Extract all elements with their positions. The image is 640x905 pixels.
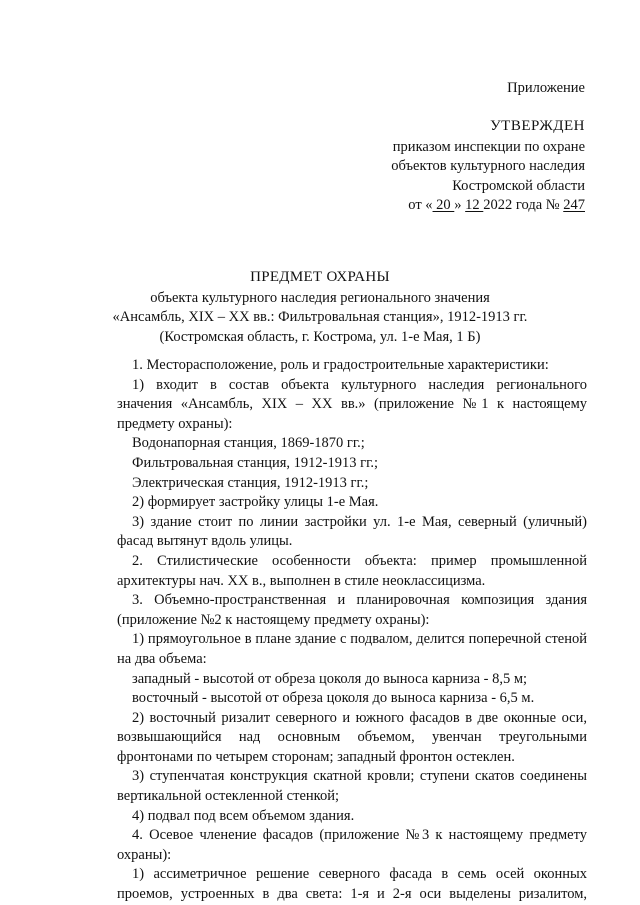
date-separator: » bbox=[454, 197, 466, 213]
approval-date-line bbox=[391, 196, 585, 216]
approval-line-1: приказом инспекции по охране bbox=[392, 138, 585, 155]
paragraph: 1) прямоугольное в плане здание с подвалом, делится поперечной стеной на два объема: bbox=[117, 631, 587, 667]
paragraph: 3. Объемно-пространственная и планировочная композиция здания (приложение №2 к настоящему предмету охраны): bbox=[117, 592, 587, 628]
date-month: 12 bbox=[465, 197, 484, 213]
paragraph: 4. Осевое членение фасадов (приложение №3 к настоящему предмету охраны): bbox=[117, 827, 587, 863]
paragraph: Водонапорная станция, 1869-1870 гг.; bbox=[132, 435, 365, 452]
heading-title: ПРЕДМЕТ ОХРАНЫ bbox=[250, 269, 390, 285]
approval-title: УТВЕРЖДЕН bbox=[490, 118, 585, 134]
approval-block bbox=[391, 117, 585, 216]
date-prefix: от « bbox=[408, 197, 433, 213]
paragraph: 3) здание стоит по линии застройки ул. 1-е Мая, северный (уличный) фасад вытянут вдоль улицы. bbox=[117, 513, 587, 550]
order-number: 247 bbox=[563, 197, 585, 213]
paragraph: 2) формирует застройку улицы 1-е Мая. bbox=[132, 494, 379, 511]
approval-line-2: объектов культурного наследия bbox=[391, 158, 585, 174]
paragraph: 1. Месторасположение, роль и градостроительные характеристики: bbox=[132, 357, 549, 373]
paragraph: Фильтровальная станция, 1912-1913 гг.; bbox=[132, 454, 379, 471]
paragraph: 3) ступенчатая конструкция скатной кровли; ступени скатов соединены вертикальной остекленной стенкой; bbox=[117, 768, 587, 805]
document-body bbox=[117, 356, 587, 905]
date-day: 20 bbox=[432, 197, 455, 213]
paragraph: западный - высотой от обреза цоколя до выноса карниза - 8,5 м; bbox=[132, 670, 528, 687]
approval-line-3: Костромской области bbox=[452, 177, 585, 194]
paragraph: 1) входит в состав объекта культурного наследия регионального значения «Ансамбль, XIX – XX вв.» (приложение №1 к настоящему предмету охраны): bbox=[117, 376, 587, 432]
paragraph: 1) ассиметричное решение северного фасада в семь осей оконных проемов, устроенных в два света: 1-я и 2-я оси выделены ризалитом, bbox=[117, 866, 587, 903]
document-heading bbox=[0, 268, 640, 347]
date-year: 2022 года № bbox=[483, 197, 564, 213]
paragraph: 2. Стилистические особенности объекта: пример промышленной архитектуры нач. XX в., выполнен в стиле неоклассицизма. bbox=[117, 552, 587, 589]
paragraph: 4) подвал под всем объемом здания. bbox=[132, 807, 355, 824]
heading-line-1: объекта культурного наследия регионального значения bbox=[150, 289, 490, 306]
paragraph: 2) восточный ризалит северного и южного фасадов в две оконные оси, возвышающийся над основным объемом, увенчан треугольными фронтонами по четырем сторонам; западный фронтон остеклен. bbox=[117, 709, 587, 765]
paragraph: восточный - высотой от обреза цоколя до выноса карниза - 6,5 м. bbox=[132, 690, 535, 707]
appendix-label: Приложение bbox=[507, 80, 585, 96]
heading-line-3: (Костромская область, г. Кострома, ул. 1-е Мая, 1 Б) bbox=[159, 328, 481, 345]
paragraph: Электрическая станция, 1912-1913 гг.; bbox=[132, 474, 369, 491]
heading-line-2: «Ансамбль, XIX – XX вв.: Фильтровальная станция», 1912-1913 гг. bbox=[112, 309, 528, 325]
